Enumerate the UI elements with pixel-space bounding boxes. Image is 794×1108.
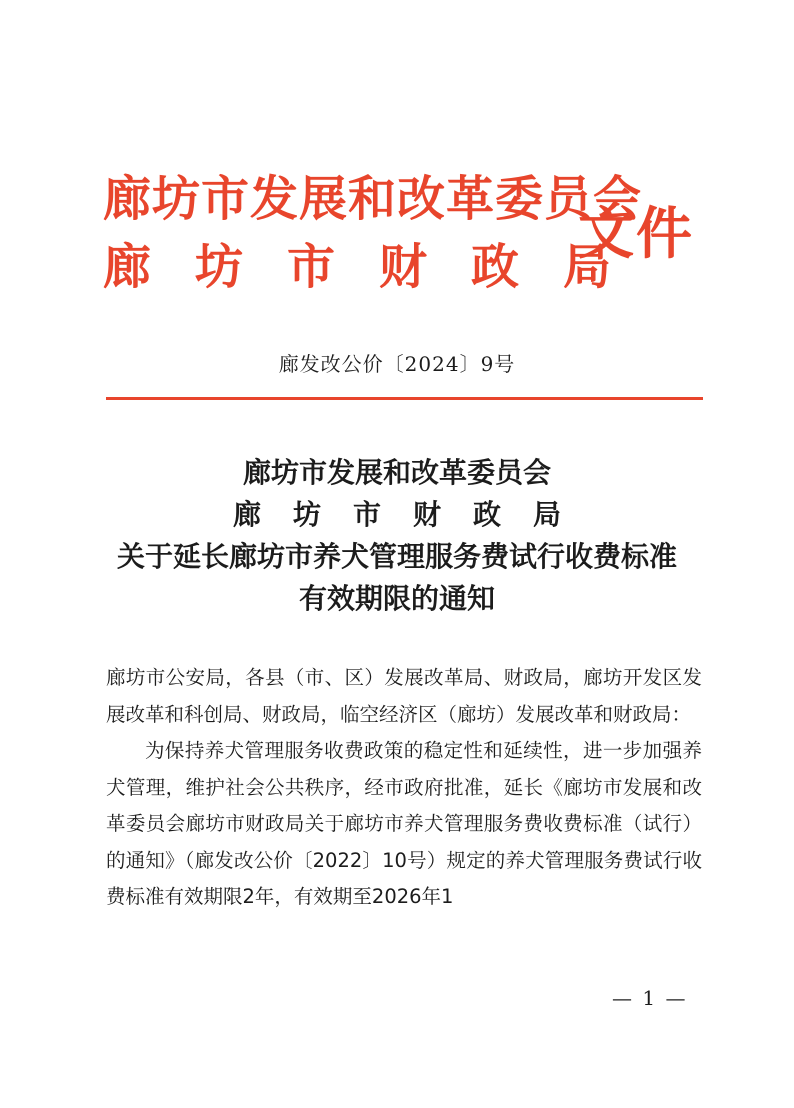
- title-line-3: 关于延长廊坊市养犬管理服务费试行收费标准: [116, 540, 677, 573]
- body-paragraph-1: 为保持养犬管理服务收费政策的稳定性和延续性，进一步加强养犬管理，维护社会公共秩序，经市政府批准，延长《廊坊市发展和改革委员会廊坊市财政局关于廊坊市养犬管理服务费收费标准（试行）的通知》（廊发改公价〔2022〕10号）规定的养犬管理服务费试行收费标准有效期限2年，有效期至2026年1: [106, 739, 702, 908]
- red-divider-line: [106, 397, 703, 400]
- issuer-name-line2: 廊坊市财政局: [103, 239, 656, 295]
- page-number: — 1 —: [612, 986, 688, 1010]
- document-number: 廊发改公价〔2024〕9号: [278, 352, 516, 376]
- title-line-2: 廊坊市财政局: [232, 498, 593, 531]
- title-line-1: 廊坊市发展和改革委员会: [242, 456, 551, 489]
- addressees: 廊坊市公安局，各县（市、区）发展改革局、财政局，廊坊开发区发展改革和科创局、财政局，临空经济区（廊坊）发展改革和财政局：: [106, 666, 702, 726]
- issuer-name-line1: 廊坊市发展和改革委员会: [103, 171, 643, 227]
- document-body: [106, 660, 702, 916]
- document-type-label: 文件: [578, 201, 694, 267]
- document-header: [103, 160, 703, 300]
- document-title: [0, 452, 794, 620]
- title-line-4: 有效期限的通知: [298, 582, 495, 615]
